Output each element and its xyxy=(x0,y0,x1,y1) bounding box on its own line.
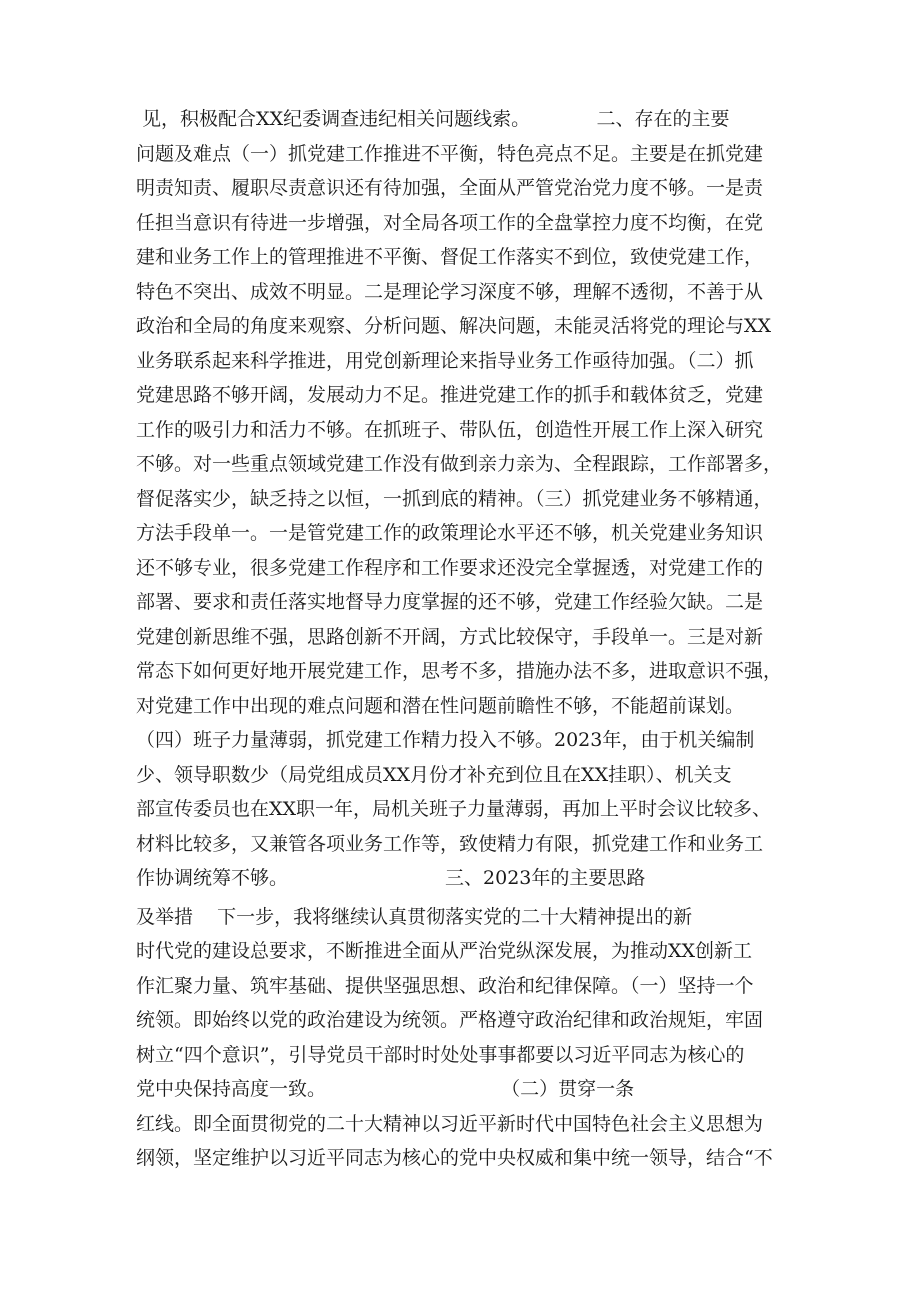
text-line: 工作的吸引力和活力不够。在抓班子、带队伍，创造性开展工作上深入研究 xyxy=(136,418,764,441)
body-text xyxy=(136,102,806,1176)
text-line: （四）班子力量薄弱，抓党建工作精力投入不够。2023年，由于机关编制 xyxy=(136,729,755,751)
text-line: 党建思路不够开阔，发展动力不足。推进党建工作的抓手和载体贫乏，党建 xyxy=(136,384,764,406)
text-line: 业务联系起来科学推进，用党创新理论来指导业务工作亟待加强。（二）抓 xyxy=(136,349,754,372)
text-line: 统领。即始终以党的政治建设为统领。严格遵守政治纪律和政治规矩，牢固 xyxy=(136,1009,764,1031)
text-line: 材料比较多，又兼管各项业务工作等，致使精力有限，抓党建工作和业务工 xyxy=(136,832,764,855)
text-line: 见，积极配合XX纪委调查违纪相关问题线索。 二、存在的主要 xyxy=(136,108,730,130)
text-line: 不够。对一些重点领域党建工作没有做到亲力亲为、全程跟踪，工作部署多， xyxy=(136,453,783,475)
text-line: 作协调统筹不够。 三、2023年的主要思路 xyxy=(136,867,646,889)
text-line: 政治和全局的角度来观察、分析问题、解决问题，未能灵活将党的理论与XX xyxy=(136,315,772,337)
text-line: 常态下如何更好地开展党建工作，思考不多，措施办法不多，进取意识不强， xyxy=(136,660,783,682)
text-line: 及举措 下一步，我将继续认真贯彻落实党的二十大精神提出的新 xyxy=(136,905,693,928)
text-line: 建和业务工作上的管理推进不平衡、督促工作落实不到位，致使党建工作， xyxy=(136,246,764,268)
text-line: 还不够专业，很多党建工作程序和工作要求还没完全掌握透，对党建工作的 xyxy=(136,556,764,579)
text-line: 红线。即全面贯彻党的二十大精神以习近平新时代中国特色社会主义思想为 xyxy=(136,1112,764,1135)
text-line: 明责知责、履职尽责意识还有待加强，全面从严管党治党力度不够。一是责 xyxy=(136,177,764,199)
text-line: 纲领，坚定维护以习近平同志为核心的党中央权威和集中统一领导，结合“不 xyxy=(136,1147,773,1169)
text-line: 特色不突出、成效不明显。二是理论学习深度不够，理解不透彻，不善于从 xyxy=(136,280,764,303)
text-line: 时代党的建设总要求，不断推进全面从严治党纵深发展，为推动XX创新工 xyxy=(136,940,753,962)
text-line: 作汇聚力量、筑牢基础、提供坚强思想、政治和纪律保障。（一）坚持一个 xyxy=(136,974,754,997)
text-line: 对党建工作中出现的难点问题和潜在性问题前瞻性不够，不能超前谋划。 xyxy=(136,694,745,717)
text-line: 少、领导职数少（局党组成员XX月份才补充到位且在XX挂职）、机关支 xyxy=(136,763,732,786)
text-line: 方法手段单一。一是管党建工作的政策理论水平还不够，机关党建业务知识 xyxy=(136,522,764,544)
text-line: 党中央保持高度一致。 （二）贯穿一条 xyxy=(136,1078,635,1100)
text-line: 部署、要求和责任落实地督导力度掌握的还不够，党建工作经验欠缺。二是 xyxy=(136,591,764,613)
text-line: 问题及难点（一）抓党建工作推进不平衡，特色亮点不足。主要是在抓党建 xyxy=(136,142,764,165)
text-line: 任担当意识有待进一步增强，对全局各项工作的全盘掌控力度不均衡，在党 xyxy=(136,211,764,234)
text-line: 督促落实少，缺乏持之以恒，一抓到底的精神。（三）抓党建业务不够精通， xyxy=(136,487,773,510)
text-line: 党建创新思维不强，思路创新不开阔，方式比较保守，手段单一。三是对新 xyxy=(136,625,764,648)
text-line: 树立“四个意识”，引导党员干部时时处处事事都要以习近平同志为核心的 xyxy=(136,1043,745,1066)
text-line: 部宣传委员也在XX职一年，局机关班子力量薄弱，再加上平时会议比较多、 xyxy=(136,798,772,820)
